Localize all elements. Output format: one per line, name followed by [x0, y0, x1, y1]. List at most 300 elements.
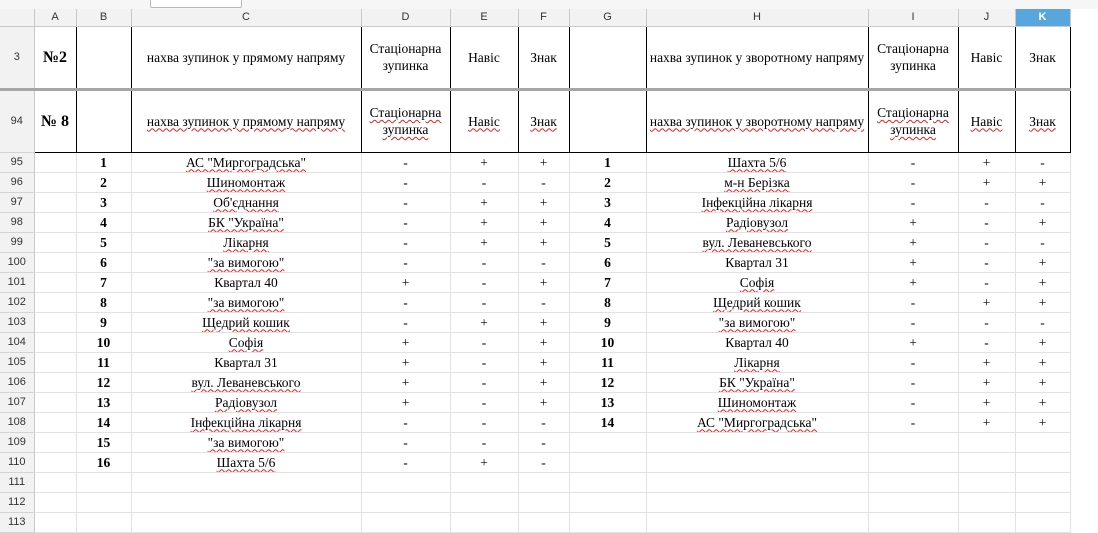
stop-number-return[interactable]: 12 — [569, 372, 646, 392]
stop-number-return[interactable]: 5 — [569, 232, 646, 252]
stop-number-return[interactable]: 13 — [569, 392, 646, 412]
sign-header[interactable] — [1015, 89, 1070, 152]
stop-name[interactable]: Квартал 31 — [131, 352, 361, 372]
forward-direction-header-text: нахва зупинок у прямому напряму — [146, 113, 346, 129]
shelter-value-return[interactable]: + — [958, 392, 1015, 412]
stationary-stop-value-return[interactable]: - — [868, 412, 958, 432]
stationary-stop-value-return[interactable] — [868, 432, 958, 452]
stationary-stop-value[interactable]: - — [361, 312, 450, 332]
stop-name-return-text: Інфекційна лікарня — [701, 194, 813, 210]
sign-value-return[interactable]: - — [1015, 192, 1070, 212]
shelter-value-return[interactable] — [958, 452, 1015, 472]
stationary-stop-value[interactable]: - — [361, 432, 450, 452]
column-header-b[interactable]: B — [76, 9, 131, 26]
stop-name-return[interactable] — [646, 152, 868, 172]
cell[interactable] — [569, 89, 646, 152]
cell[interactable] — [34, 272, 76, 292]
stop-name[interactable] — [131, 232, 361, 252]
stationary-stop-value-return[interactable]: - — [868, 392, 958, 412]
stop-name-return[interactable] — [646, 172, 868, 192]
cell[interactable] — [450, 492, 518, 512]
select-all-corner[interactable] — [0, 9, 34, 26]
empty-row — [0, 512, 1070, 532]
sign-value-return[interactable]: + — [1015, 352, 1070, 372]
stop-name[interactable] — [131, 252, 361, 272]
column-header-i[interactable]: I — [868, 9, 958, 26]
stop-name-return[interactable]: Квартал 40 — [646, 332, 868, 352]
shelter-header[interactable] — [958, 89, 1015, 152]
sign-value-return[interactable]: + — [1015, 172, 1070, 192]
cell[interactable] — [34, 372, 76, 392]
cell[interactable] — [76, 512, 131, 532]
stationary-stop-value[interactable]: - — [361, 192, 450, 212]
table-row — [0, 432, 1070, 452]
cell[interactable] — [1015, 472, 1070, 492]
stop-number[interactable]: 15 — [76, 432, 131, 452]
shelter-header-text: Навіс — [970, 113, 1003, 129]
stop-number-return[interactable]: 14 — [569, 412, 646, 432]
stop-name-return[interactable] — [646, 432, 868, 452]
sign-value[interactable]: + — [518, 332, 569, 352]
row-header[interactable]: 102 — [0, 292, 34, 312]
cell[interactable] — [361, 512, 450, 532]
table-row — [0, 412, 1070, 432]
stationary-stop-value-return[interactable]: + — [868, 232, 958, 252]
shelter-value-return[interactable]: - — [958, 192, 1015, 212]
shelter-value[interactable]: + — [450, 192, 518, 212]
stationary-stop-value-return[interactable]: - — [868, 352, 958, 372]
stop-number[interactable]: 1 — [76, 152, 131, 172]
sign-value-return[interactable]: + — [1015, 392, 1070, 412]
stop-number[interactable]: 11 — [76, 352, 131, 372]
stationary-stop-value[interactable]: - — [361, 172, 450, 192]
cell[interactable] — [34, 312, 76, 332]
stop-name-return-text: Лікарня — [734, 354, 780, 370]
cell[interactable] — [518, 512, 569, 532]
sign-header[interactable]: Знак — [518, 26, 569, 89]
stationary-stop-value[interactable]: + — [361, 272, 450, 292]
sign-value-return[interactable]: + — [1015, 372, 1070, 392]
cell[interactable] — [361, 492, 450, 512]
stop-name-return[interactable] — [646, 412, 868, 432]
cell[interactable] — [518, 492, 569, 512]
stationary-stop-value[interactable]: - — [361, 232, 450, 252]
column-header-d[interactable]: D — [361, 9, 450, 26]
stop-number[interactable]: 4 — [76, 212, 131, 232]
stop-number-return[interactable]: 10 — [569, 332, 646, 352]
cell[interactable] — [868, 512, 958, 532]
row-header[interactable]: 103 — [0, 312, 34, 332]
stop-number-return[interactable]: 3 — [569, 192, 646, 212]
table-row — [0, 292, 1070, 312]
stationary-stop-value-return[interactable]: - — [868, 172, 958, 192]
stop-name-return[interactable] — [646, 312, 868, 332]
sign-value[interactable]: - — [518, 452, 569, 472]
shelter-value[interactable]: + — [450, 212, 518, 232]
row-header[interactable]: 3 — [0, 26, 34, 89]
stop-number-return[interactable]: 7 — [569, 272, 646, 292]
cell[interactable] — [76, 89, 131, 152]
table-header-row — [0, 26, 1070, 89]
stop-name[interactable] — [131, 172, 361, 192]
sign-value[interactable]: + — [518, 232, 569, 252]
stop-name[interactable] — [131, 432, 361, 452]
stop-name-return[interactable] — [646, 452, 868, 472]
sign-value[interactable]: - — [518, 252, 569, 272]
stop-number[interactable]: 3 — [76, 192, 131, 212]
sign-value-return[interactable]: + — [1015, 292, 1070, 312]
stop-name[interactable] — [131, 192, 361, 212]
shelter-value[interactable]: - — [450, 432, 518, 452]
stop-name-return[interactable] — [646, 372, 868, 392]
cell[interactable] — [34, 432, 76, 452]
cell[interactable] — [34, 152, 76, 172]
stop-name[interactable] — [131, 392, 361, 412]
row-header[interactable]: 101 — [0, 272, 34, 292]
cell[interactable] — [34, 352, 76, 372]
cell[interactable] — [131, 492, 361, 512]
row-header[interactable]: 100 — [0, 252, 34, 272]
shelter-value[interactable]: - — [450, 412, 518, 432]
stop-number-return[interactable] — [569, 432, 646, 452]
stop-number[interactable]: 12 — [76, 372, 131, 392]
sign-value[interactable]: - — [518, 292, 569, 312]
stop-name-return[interactable] — [646, 392, 868, 412]
shelter-value[interactable]: + — [450, 312, 518, 332]
forward-direction-header[interactable] — [131, 89, 361, 152]
shelter-value-return[interactable]: - — [958, 252, 1015, 272]
column-header-j[interactable]: J — [958, 9, 1015, 26]
shelter-value[interactable]: - — [450, 392, 518, 412]
stop-number-return[interactable]: 1 — [569, 152, 646, 172]
row-header[interactable]: 96 — [0, 172, 34, 192]
cell[interactable] — [34, 212, 76, 232]
sign-value[interactable]: - — [518, 432, 569, 452]
stop-number[interactable]: 13 — [76, 392, 131, 412]
stationary-stop-value[interactable]: - — [361, 412, 450, 432]
stop-name[interactable] — [131, 452, 361, 472]
stop-name-text: "за вимогою" — [207, 294, 285, 310]
stationary-stop-value-return[interactable]: - — [868, 292, 958, 312]
shelter-value-return[interactable]: + — [958, 152, 1015, 172]
stop-name[interactable] — [131, 312, 361, 332]
cell[interactable] — [76, 492, 131, 512]
shelter-header-text: Навіс — [468, 113, 500, 129]
cell[interactable] — [34, 452, 76, 472]
shelter-value-return[interactable] — [958, 432, 1015, 452]
stop-number-return[interactable]: 9 — [569, 312, 646, 332]
row-header[interactable]: 113 — [0, 512, 34, 532]
stop-name[interactable] — [131, 152, 361, 172]
row-header[interactable]: 111 — [0, 472, 34, 492]
stationary-stop-header[interactable] — [361, 89, 450, 152]
sign-value[interactable]: + — [518, 212, 569, 232]
shelter-value[interactable]: + — [450, 152, 518, 172]
empty-row — [0, 492, 1070, 512]
row-header[interactable]: 97 — [0, 192, 34, 212]
row-header[interactable]: 112 — [0, 492, 34, 512]
sign-header-text: Знак — [530, 113, 557, 129]
stationary-stop-value[interactable]: + — [361, 332, 450, 352]
cell[interactable] — [1015, 512, 1070, 532]
stop-name-return-text: вул. Леваневського — [702, 234, 812, 250]
stop-number-return[interactable]: 6 — [569, 252, 646, 272]
stationary-stop-value[interactable]: - — [361, 292, 450, 312]
shelter-header[interactable]: Навіс — [450, 26, 518, 89]
stationary-stop-value-return[interactable]: + — [868, 252, 958, 272]
stop-name-text: "за вимогою" — [207, 254, 285, 270]
cell[interactable] — [958, 512, 1015, 532]
sign-value-return[interactable]: + — [1015, 272, 1070, 292]
sign-value-return[interactable]: - — [1015, 312, 1070, 332]
stop-name-return[interactable] — [646, 352, 868, 372]
shelter-value-return[interactable]: - — [958, 332, 1015, 352]
stationary-stop-value[interactable]: - — [361, 212, 450, 232]
shelter-value-return[interactable]: - — [958, 212, 1015, 232]
shelter-value-return[interactable]: + — [958, 172, 1015, 192]
column-header-c[interactable]: C — [131, 9, 361, 26]
cell[interactable] — [646, 492, 868, 512]
cell[interactable] — [1015, 492, 1070, 512]
forward-direction-header[interactable]: нахва зупинок у прямому напряму — [131, 26, 361, 89]
row-header[interactable]: 104 — [0, 332, 34, 352]
stop-name-return-text: Шиномонтаж — [717, 394, 797, 410]
shelter-value-return[interactable]: + — [958, 372, 1015, 392]
shelter-value-return[interactable]: + — [958, 292, 1015, 312]
cell[interactable] — [361, 472, 450, 492]
stop-number[interactable]: 5 — [76, 232, 131, 252]
stationary-stop-header[interactable]: Стаціонарна зупинка — [868, 26, 958, 89]
stationary-stop-value-return[interactable]: + — [868, 212, 958, 232]
stop-name[interactable] — [131, 372, 361, 392]
shelter-value-return[interactable]: - — [958, 312, 1015, 332]
shelter-value[interactable]: - — [450, 352, 518, 372]
sign-value-return[interactable]: - — [1015, 152, 1070, 172]
cell[interactable] — [34, 252, 76, 272]
stop-name[interactable]: Квартал 40 — [131, 272, 361, 292]
sign-value-return[interactable] — [1015, 432, 1070, 452]
cell[interactable] — [131, 472, 361, 492]
sign-value-return[interactable]: + — [1015, 412, 1070, 432]
stationary-stop-value[interactable]: + — [361, 352, 450, 372]
cell[interactable] — [569, 492, 646, 512]
shelter-value-return[interactable]: + — [958, 352, 1015, 372]
stationary-stop-value-return[interactable]: - — [868, 312, 958, 332]
stop-name[interactable] — [131, 412, 361, 432]
stop-name-text: Інфекційна лікарня — [190, 414, 302, 430]
stationary-stop-header[interactable] — [868, 89, 958, 152]
stationary-stop-value[interactable]: + — [361, 372, 450, 392]
shelter-value[interactable]: + — [450, 232, 518, 252]
stop-number[interactable]: 8 — [76, 292, 131, 312]
sign-value[interactable]: + — [518, 312, 569, 332]
stop-number-return[interactable]: 4 — [569, 212, 646, 232]
shelter-header[interactable]: Навіс — [958, 26, 1015, 89]
row-header[interactable]: 94 — [0, 89, 34, 152]
stop-name-return-text: Шахта 5/6 — [727, 154, 787, 170]
cell[interactable] — [569, 512, 646, 532]
stop-name-text: Лікарня — [223, 234, 269, 250]
stop-name-text: Шахта 5/6 — [216, 454, 276, 470]
cell[interactable] — [34, 192, 76, 212]
stop-name-text: "за вимогою" — [207, 434, 285, 450]
stop-name[interactable] — [131, 292, 361, 312]
stationary-stop-value-return[interactable]: + — [868, 272, 958, 292]
stationary-stop-value-return[interactable] — [868, 452, 958, 472]
sign-value-return[interactable]: + — [1015, 252, 1070, 272]
cell[interactable] — [518, 472, 569, 492]
row-header[interactable]: 110 — [0, 452, 34, 472]
backward-direction-header-text: нахва зупинок у зворотному напряму — [649, 113, 865, 129]
column-header-g[interactable]: G — [569, 9, 646, 26]
stop-name-return-text: Софія — [739, 274, 775, 290]
cell[interactable] — [868, 472, 958, 492]
stop-number[interactable]: 2 — [76, 172, 131, 192]
stop-name-return[interactable]: Квартал 31 — [646, 252, 868, 272]
table-row — [0, 332, 1070, 352]
table-number[interactable]: №2 — [34, 26, 76, 89]
stop-name-text: Щедрий кошик — [202, 314, 290, 330]
stop-name-return[interactable] — [646, 232, 868, 252]
cell[interactable] — [958, 492, 1015, 512]
shelter-value-return[interactable]: - — [958, 232, 1015, 252]
column-header-k[interactable]: K — [1015, 9, 1070, 26]
sign-header[interactable]: Знак — [1015, 26, 1070, 89]
sign-value[interactable]: - — [518, 172, 569, 192]
stop-number-return[interactable]: 11 — [569, 352, 646, 372]
stationary-stop-value-return[interactable]: - — [868, 152, 958, 172]
shelter-value[interactable]: - — [450, 172, 518, 192]
row-header[interactable]: 109 — [0, 432, 34, 452]
table-row — [0, 172, 1070, 192]
stop-name-return[interactable] — [646, 272, 868, 292]
stop-number[interactable]: 16 — [76, 452, 131, 472]
shelter-value[interactable]: + — [450, 452, 518, 472]
stop-number[interactable]: 10 — [76, 332, 131, 352]
shelter-header[interactable] — [450, 89, 518, 152]
stop-name-text: Радіовузол — [214, 394, 278, 410]
stop-name-return-text: Радіовузол — [725, 214, 789, 230]
cell[interactable] — [34, 332, 76, 352]
sign-value-return[interactable]: - — [1015, 232, 1070, 252]
stop-name-text: БК "Україна" — [208, 214, 284, 230]
stationary-stop-value[interactable]: + — [361, 392, 450, 412]
sign-value[interactable]: + — [518, 152, 569, 172]
stop-number[interactable]: 7 — [76, 272, 131, 292]
stationary-stop-header[interactable]: Стаціонарна зупинка — [361, 26, 450, 89]
stop-number[interactable]: 14 — [76, 412, 131, 432]
cell[interactable] — [34, 392, 76, 412]
sign-value[interactable]: + — [518, 392, 569, 412]
shelter-value[interactable]: - — [450, 252, 518, 272]
cell[interactable] — [34, 492, 76, 512]
cell[interactable] — [34, 172, 76, 192]
row-header[interactable]: 99 — [0, 232, 34, 252]
column-header-a[interactable]: A — [34, 9, 76, 26]
stationary-stop-value-return[interactable]: - — [868, 192, 958, 212]
row-header[interactable]: 106 — [0, 372, 34, 392]
stop-number-return[interactable]: 2 — [569, 172, 646, 192]
sign-value[interactable]: + — [518, 192, 569, 212]
cell[interactable] — [34, 232, 76, 252]
table-row — [0, 252, 1070, 272]
sign-value-return[interactable]: + — [1015, 212, 1070, 232]
cell[interactable] — [646, 472, 868, 492]
cell[interactable] — [76, 472, 131, 492]
sign-value[interactable]: + — [518, 272, 569, 292]
backward-direction-header[interactable]: нахва зупинок у зворотному напряму — [646, 26, 868, 89]
shelter-value-return[interactable]: + — [958, 412, 1015, 432]
sign-value[interactable]: + — [518, 372, 569, 392]
table-number[interactable]: № 8 — [34, 89, 76, 152]
stop-number-return[interactable] — [569, 452, 646, 472]
cell[interactable] — [76, 26, 131, 89]
cell[interactable] — [34, 292, 76, 312]
cell[interactable] — [646, 512, 868, 532]
stationary-stop-value-return[interactable]: + — [868, 332, 958, 352]
row-header[interactable]: 108 — [0, 412, 34, 432]
sign-value-return[interactable]: + — [1015, 332, 1070, 352]
stop-number[interactable]: 9 — [76, 312, 131, 332]
shelter-value[interactable]: - — [450, 292, 518, 312]
cell[interactable] — [131, 512, 361, 532]
row-header[interactable]: 98 — [0, 212, 34, 232]
shelter-value[interactable]: - — [450, 332, 518, 352]
cell[interactable] — [569, 26, 646, 89]
stop-name[interactable] — [131, 212, 361, 232]
column-header-f[interactable]: F — [518, 9, 569, 26]
stationary-stop-value[interactable]: - — [361, 252, 450, 272]
cell[interactable] — [868, 492, 958, 512]
stop-name-text: вул. Леваневського — [191, 374, 301, 390]
row-header[interactable]: 95 — [0, 152, 34, 172]
cell[interactable] — [34, 512, 76, 532]
stop-name-return[interactable] — [646, 292, 868, 312]
stop-name-return[interactable] — [646, 192, 868, 212]
sign-value[interactable]: + — [518, 352, 569, 372]
stop-number-return[interactable]: 8 — [569, 292, 646, 312]
stationary-stop-header-text: Стаціонарна зупинка — [369, 105, 442, 137]
cell[interactable] — [450, 472, 518, 492]
stop-name-return[interactable] — [646, 212, 868, 232]
backward-direction-header[interactable] — [646, 89, 868, 152]
cell[interactable] — [450, 512, 518, 532]
stop-name-return-text: "за вимогою" — [718, 314, 796, 330]
sign-value[interactable]: - — [518, 412, 569, 432]
cell[interactable] — [958, 472, 1015, 492]
row-header[interactable]: 105 — [0, 352, 34, 372]
stop-number[interactable]: 6 — [76, 252, 131, 272]
cell[interactable] — [34, 472, 76, 492]
stop-name[interactable] — [131, 332, 361, 352]
stationary-stop-value-return[interactable]: - — [868, 372, 958, 392]
table-row — [0, 312, 1070, 332]
stop-name-text: Софія — [228, 334, 264, 350]
name-box[interactable] — [150, 0, 242, 8]
row-header[interactable]: 107 — [0, 392, 34, 412]
shelter-value-return[interactable]: - — [958, 272, 1015, 292]
column-header-e[interactable]: E — [450, 9, 518, 26]
column-header-h[interactable]: H — [646, 9, 868, 26]
cell[interactable] — [34, 412, 76, 432]
sign-value-return[interactable] — [1015, 452, 1070, 472]
shelter-value[interactable]: - — [450, 272, 518, 292]
stationary-stop-value[interactable]: - — [361, 452, 450, 472]
stationary-stop-value[interactable]: - — [361, 152, 450, 172]
shelter-value[interactable]: - — [450, 372, 518, 392]
cell[interactable] — [569, 472, 646, 492]
sign-header[interactable] — [518, 89, 569, 152]
